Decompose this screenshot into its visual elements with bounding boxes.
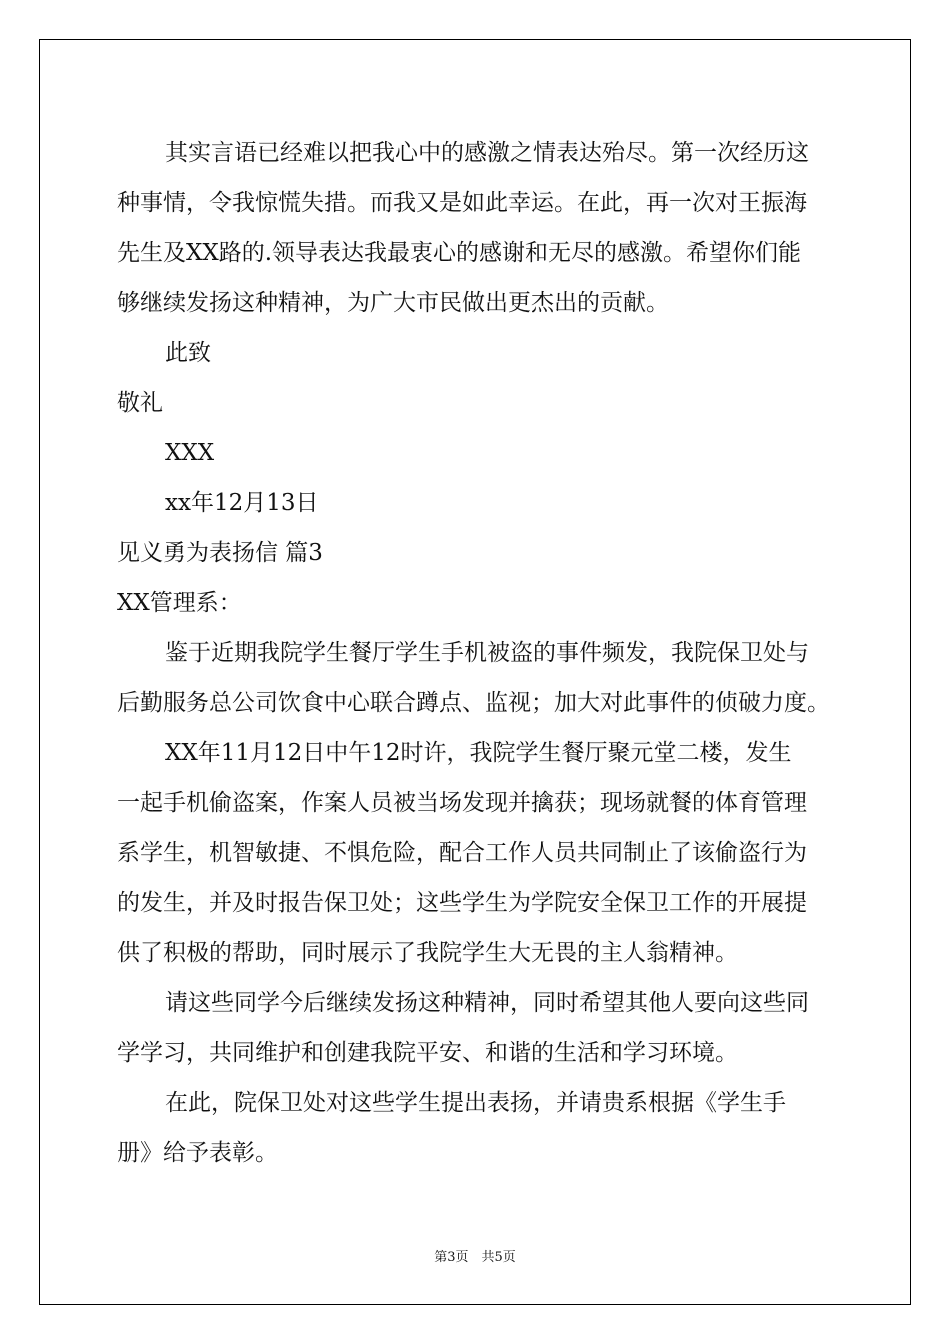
salute-text: 敬礼	[117, 390, 163, 416]
text-line: 先生及XX路的.领导表达我最衷心的感谢和无尽的感激。希望你们能	[117, 240, 802, 266]
text-line: 在此，院保卫处对这些学生提出表扬，并请贵系根据《学生手	[165, 1090, 786, 1116]
section-title: 见义勇为表扬信 篇3	[117, 540, 323, 566]
section-paragraph-4	[117, 1078, 837, 1178]
text-line: 供了积极的帮助，同时展示了我院学生大无畏的主人翁精神。	[117, 940, 738, 966]
text-line: 其实言语已经难以把我心中的感激之情表达殆尽。第一次经历这	[165, 140, 809, 166]
text-line: XX年11月12日中午12时许，我院学生餐厅聚元堂二楼，发生	[165, 740, 792, 766]
text-line: 学学习，共同维护和创建我院平安、和谐的生活和学习环境。	[117, 1040, 738, 1066]
text-line: 册》给予表彰。	[117, 1140, 278, 1166]
text-line: 够继续发扬这种精神，为广大市民做出更杰出的贡献。	[117, 290, 669, 316]
text-line: 请这些同学今后继续发扬这种精神，同时希望其他人要向这些同	[165, 990, 809, 1016]
letter-paragraph-1	[117, 128, 837, 328]
text-line: 后勤服务总公司饮食中心联合蹲点、监视；加大对此事件的侦破力度。	[117, 690, 830, 716]
text-line: 种事情，令我惊慌失措。而我又是如此幸运。在此，再一次对王振海	[117, 190, 807, 216]
text-line: 鉴于近期我院学生餐厅学生手机被盗的事件频发，我院保卫处与	[165, 640, 809, 666]
document-body	[117, 128, 837, 1178]
page-number: 第3页 共5页	[434, 1250, 516, 1265]
text-line: 一起手机偷盗案，作案人员被当场发现并擒获；现场就餐的体育管理	[117, 790, 807, 816]
text-line: 的发生，并及时报告保卫处；这些学生为学院安全保卫工作的开展提	[117, 890, 807, 916]
closing-text: 此致	[165, 340, 211, 366]
section-paragraph-3	[117, 978, 837, 1078]
section-paragraph-2	[117, 728, 837, 978]
signature: XXX	[165, 440, 215, 466]
section-paragraph-1	[117, 628, 837, 728]
text-line: 系学生，机智敏捷、不惧危险，配合工作人员共同制止了该偷盗行为	[117, 840, 807, 866]
recipient: XX管理系：	[117, 590, 242, 616]
letter-date: xx年12月13日	[165, 490, 319, 516]
